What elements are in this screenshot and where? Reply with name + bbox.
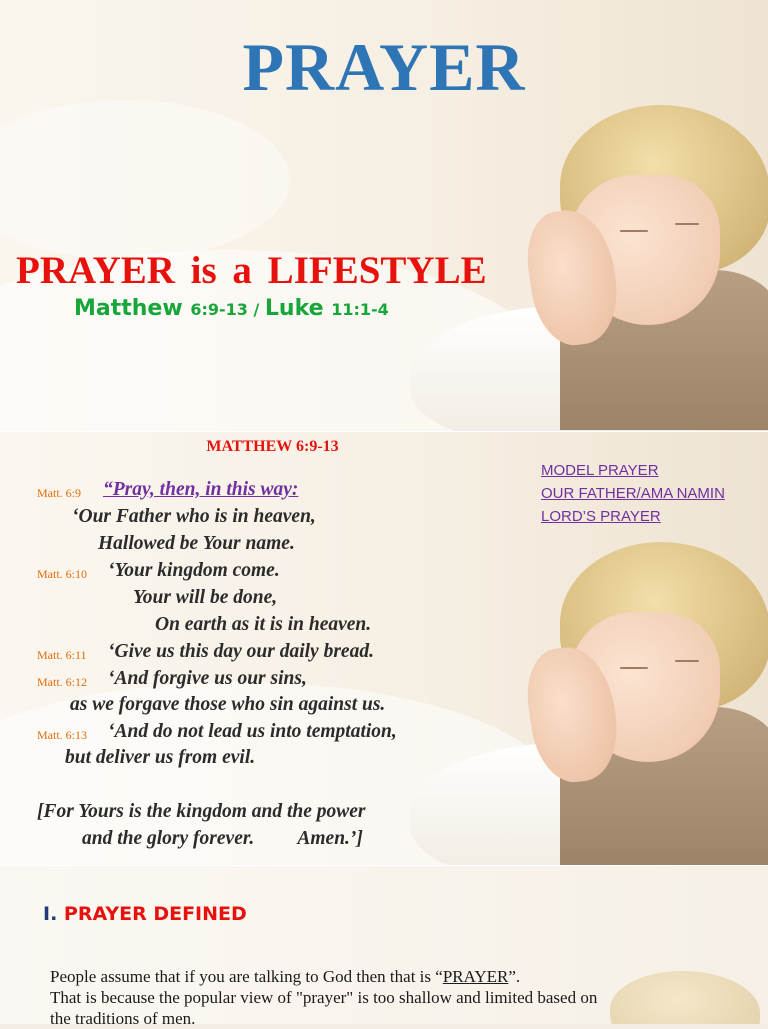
paragraph-line-3: the traditions of men. <box>50 1009 196 1028</box>
verse-line: [For Yours is the kingdom and the power <box>37 801 366 822</box>
verse-line: On earth as it is in heaven. <box>155 614 372 635</box>
verse-ref: Matt. 6:13 <box>37 728 87 742</box>
verse-line: as we forgave those who sin against us. <box>70 694 386 715</box>
verse-line: but deliver us from evil. <box>65 747 256 768</box>
matthew-heading: MATTHEW 6:9-13 <box>206 438 339 455</box>
page-title: PRAYER <box>242 29 526 105</box>
section-heading <box>43 903 247 925</box>
ref-separator: / <box>247 300 265 319</box>
para-text: ”. <box>508 967 521 986</box>
ref-verse-2: 11:1-4 <box>331 300 389 319</box>
link-our-father[interactable]: OUR FATHER/AMA NAMIN <box>541 485 725 502</box>
praying-boy-image <box>430 532 768 866</box>
verse-line: ‘Our Father who is in heaven, <box>72 506 316 527</box>
link-model-prayer[interactable]: MODEL PRAYER <box>541 462 659 479</box>
prayer-word: PRAYER <box>442 967 509 986</box>
scripture-reference <box>74 296 389 321</box>
definition-paragraph <box>50 966 750 1029</box>
verse-line: ‘Your kingdom come. <box>108 560 280 581</box>
link-lords-prayer[interactable]: LORD’S PRAYER <box>541 508 661 525</box>
ref-book-1: Matthew <box>74 296 191 321</box>
lifestyle-heading: PRAYER is a LIFESTYLE <box>16 249 487 292</box>
verse-line: “Pray, then, in this way: <box>103 479 299 500</box>
verse-line: Your will be done, <box>133 587 278 608</box>
section-number: I. <box>43 903 64 925</box>
verse-line: and the glory forever. Amen.’] <box>82 828 363 849</box>
verse-line: ‘And do not lead us into temptation, <box>108 721 397 742</box>
section-title: PRAYER DEFINED <box>63 903 247 925</box>
ref-book-2: Luke <box>264 296 332 321</box>
paragraph-line-2: That is because the popular view of "prayer" is too shallow and limited based on <box>50 988 598 1007</box>
ref-verse-1: 6:9-13 <box>190 300 248 319</box>
verse-ref: Matt. 6:12 <box>37 675 87 689</box>
paragraph-line-1 <box>50 966 750 987</box>
verse-line: ‘And forgive us our sins, <box>108 668 307 689</box>
verse-ref: Matt. 6:10 <box>37 567 87 581</box>
para-text: People assume that if you are talking to God then that is “ <box>50 967 443 986</box>
verse-line: ‘Give us this day our daily bread. <box>108 641 374 662</box>
prayer-names-list <box>541 459 725 528</box>
verse-line: Hallowed be Your name. <box>98 533 295 554</box>
verse-ref: Matt. 6:11 <box>37 648 87 662</box>
pillow-left <box>0 100 290 260</box>
slide-1 <box>0 0 768 432</box>
verse-ref: Matt. 6:9 <box>37 486 81 500</box>
